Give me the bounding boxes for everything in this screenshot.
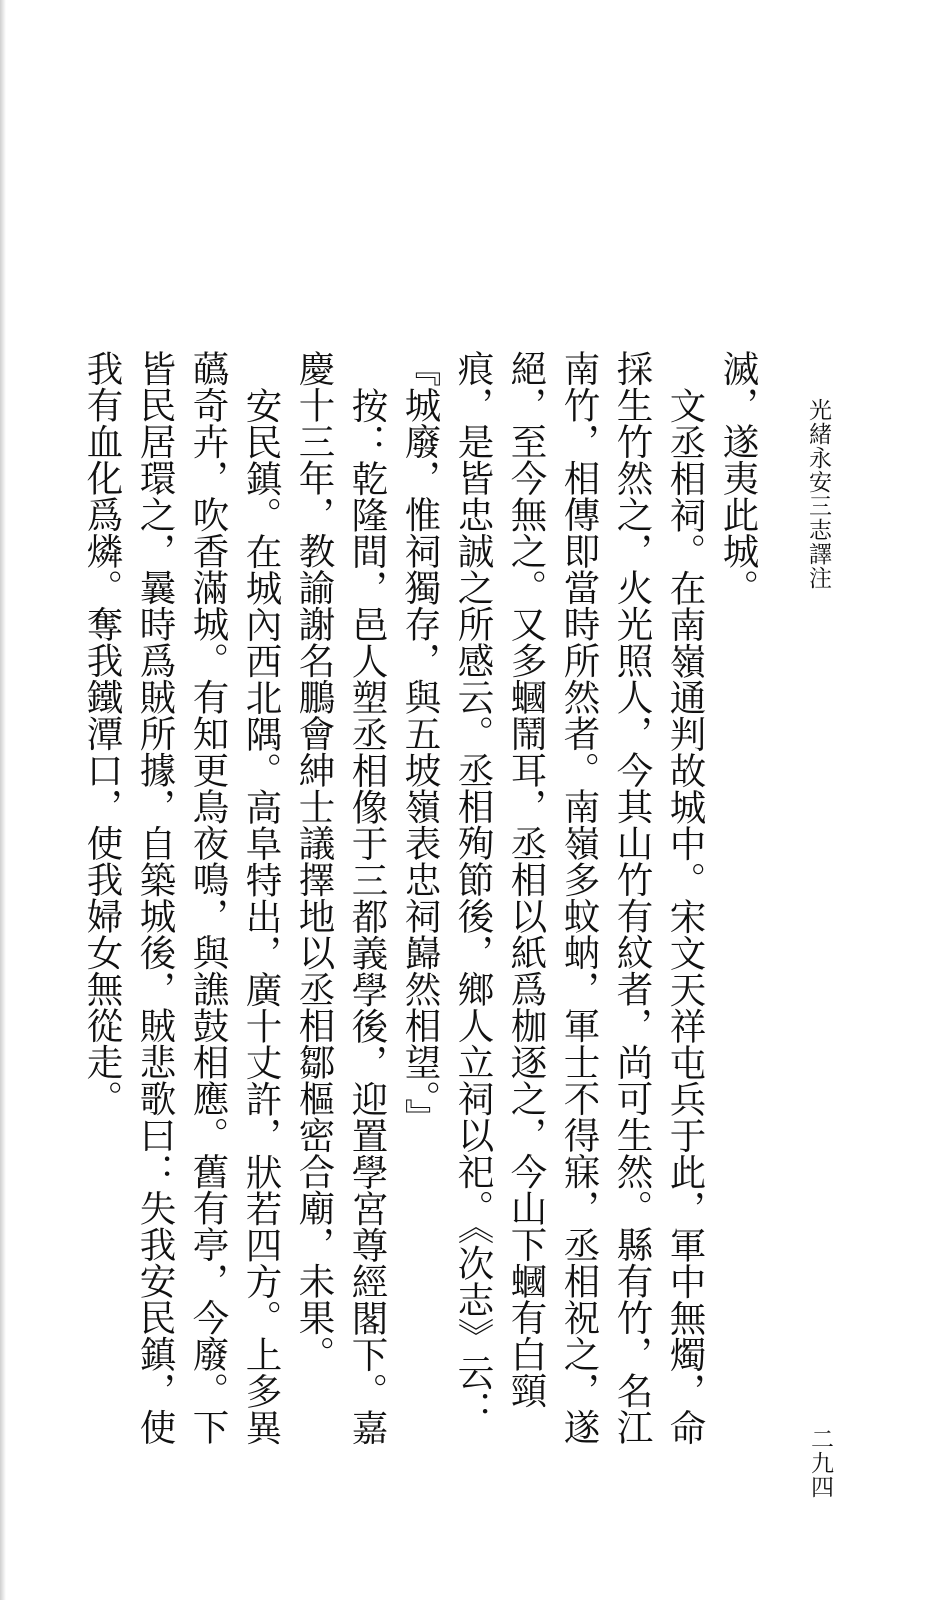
paragraph-editor-note: 按：乾隆間，邑人塑丞相像于三都義學後，迎置學宮尊經閣下。嘉慶十三年，教諭謝名鵬會紳士議擇地以丞相鄒樞密合廟，未果。 bbox=[293, 350, 389, 1445]
page-number: 二九四 bbox=[807, 1427, 833, 1499]
paragraph-anmin-town: 安民鎮。在城內西北隅。高阜特出，廣十丈許，狀若四方。上多異蘤奇卉，吹香滿城。有知更鳥夜鳴，與譙鼓相應。舊有亭，今廢。下皆民居環之，曩時爲賊所據，自築城後，賊悲歌曰：失我安民鎮，使我有血化爲燐。奪我鐵潭口，使我婦女無從走。 bbox=[81, 350, 283, 1445]
page-edge-shadow bbox=[0, 0, 6, 1600]
body-text bbox=[76, 350, 765, 1460]
paragraph-continuation: 滅，遂夷此城。 bbox=[717, 350, 760, 606]
paragraph-wen-chengxiang-shrine: 文丞相祠。在南嶺通判故城中。宋文天祥屯兵于此，軍中無燭，命採生竹然之，火光照人，今其山竹有紋者，尚可生然。縣有竹，名江南竹，相傳即當時所然者。南嶺多蚊蚋，軍士不得寐，丞相祝之，遂絕，至今無之。又多蟈鬧耳，丞相以紙爲枷逐之，今山下蟈有白頸痕，是皆忠誠之所感云。丞相殉節後，鄉人立祠以祀。《次志》云：『城廢，惟祠獨存，與五坡嶺表忠祠巋然相望。』 bbox=[399, 350, 707, 1445]
running-title: 光緒永安三志譯注 bbox=[805, 398, 831, 590]
